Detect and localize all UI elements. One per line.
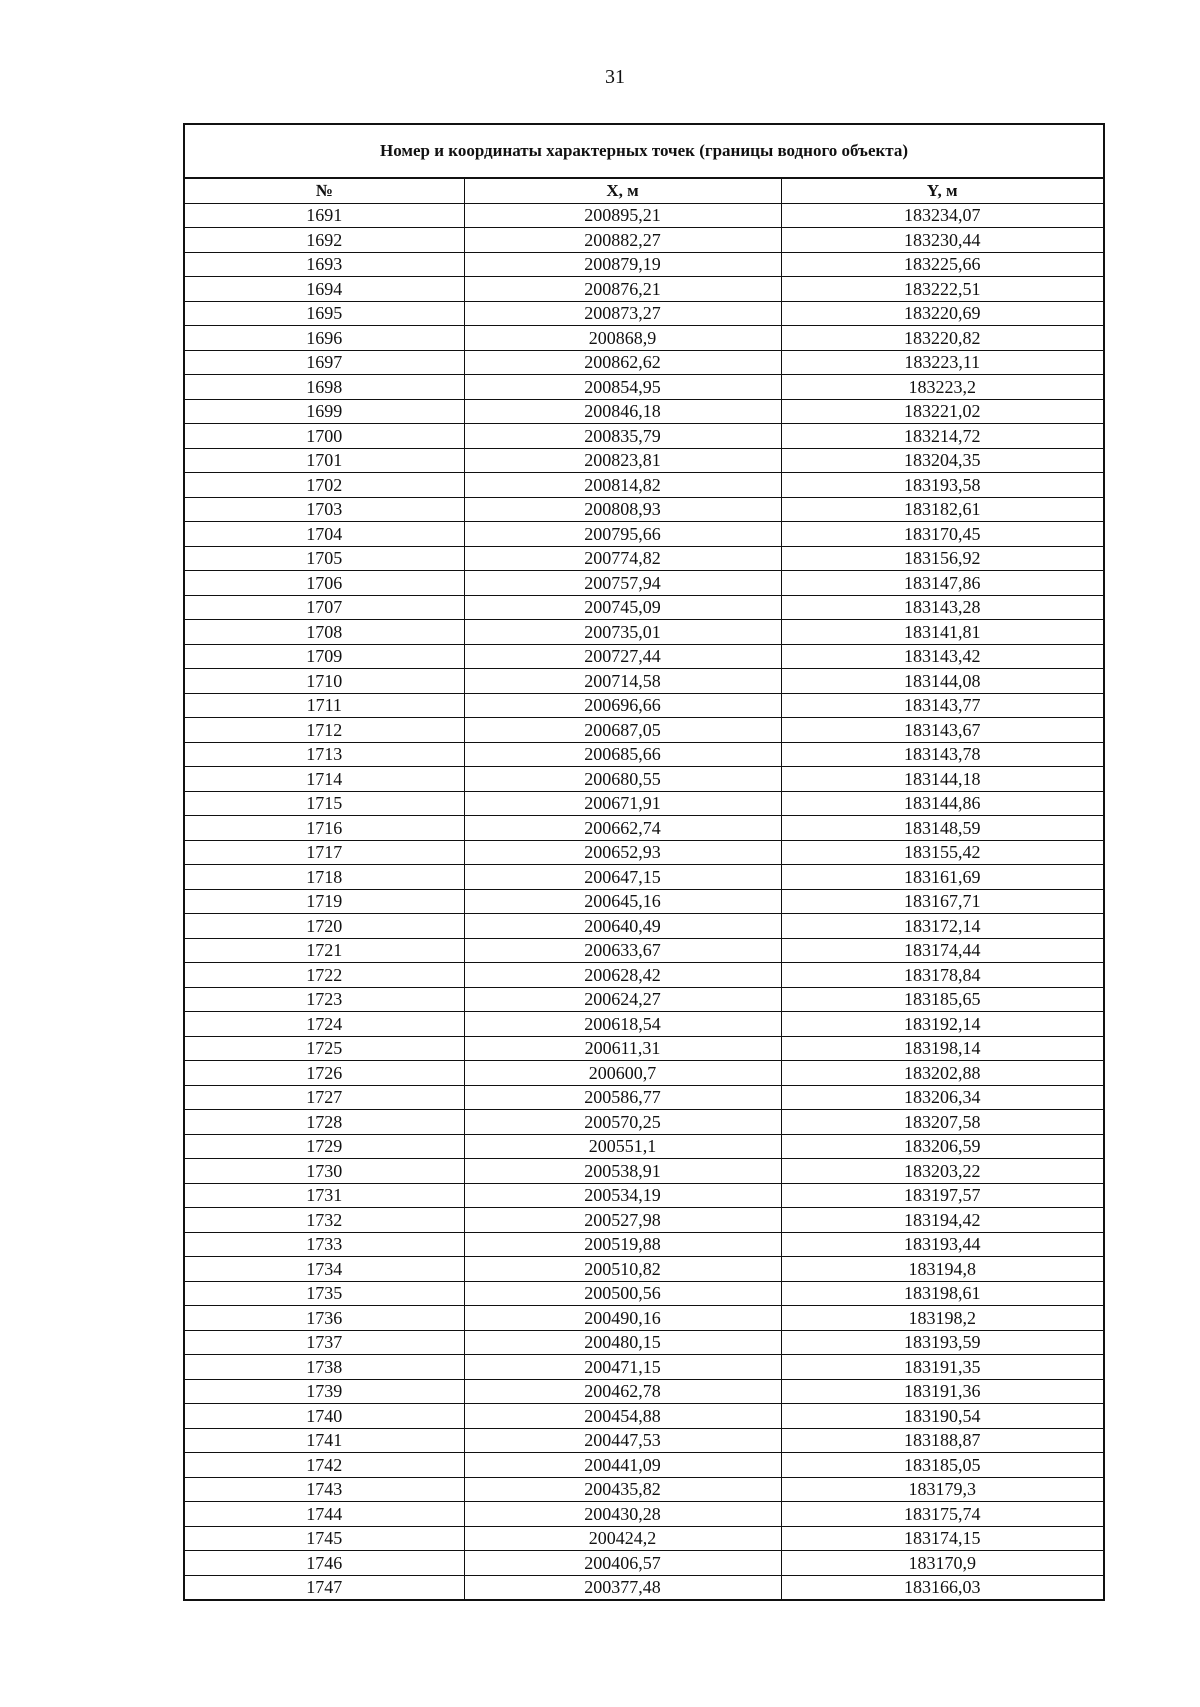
y-coordinate-cell: 183192,14 xyxy=(781,1012,1103,1037)
x-coordinate-cell: 200471,15 xyxy=(464,1355,781,1380)
table-title: Номер и координаты характерных точек (границы водного объекта) xyxy=(185,125,1103,179)
table-row xyxy=(185,473,1103,498)
table-row xyxy=(185,767,1103,792)
coordinates-table xyxy=(185,179,1103,1599)
table-row xyxy=(185,350,1103,375)
table-row xyxy=(185,963,1103,988)
point-number-cell: 1744 xyxy=(185,1502,464,1527)
x-coordinate-cell: 200618,54 xyxy=(464,1012,781,1037)
x-coordinate-cell: 200854,95 xyxy=(464,375,781,400)
point-number-cell: 1740 xyxy=(185,1404,464,1429)
x-coordinate-cell: 200862,62 xyxy=(464,350,781,375)
x-coordinate-cell: 200406,57 xyxy=(464,1551,781,1576)
point-number-cell: 1735 xyxy=(185,1281,464,1306)
x-coordinate-cell: 200774,82 xyxy=(464,546,781,571)
table-row xyxy=(185,1134,1103,1159)
y-coordinate-cell: 183198,61 xyxy=(781,1281,1103,1306)
table-row xyxy=(185,375,1103,400)
table-row xyxy=(185,1330,1103,1355)
table-row xyxy=(185,987,1103,1012)
table-row xyxy=(185,1306,1103,1331)
table-row xyxy=(185,1551,1103,1576)
point-number-cell: 1711 xyxy=(185,693,464,718)
point-number-cell: 1742 xyxy=(185,1453,464,1478)
x-coordinate-cell: 200534,19 xyxy=(464,1183,781,1208)
point-number-cell: 1737 xyxy=(185,1330,464,1355)
table-row xyxy=(185,791,1103,816)
x-coordinate-cell: 200527,98 xyxy=(464,1208,781,1233)
y-coordinate-cell: 183144,18 xyxy=(781,767,1103,792)
x-coordinate-cell: 200680,55 xyxy=(464,767,781,792)
y-coordinate-cell: 183204,35 xyxy=(781,448,1103,473)
x-coordinate-cell: 200611,31 xyxy=(464,1036,781,1061)
point-number-cell: 1697 xyxy=(185,350,464,375)
table-row xyxy=(185,1208,1103,1233)
table-row xyxy=(185,1379,1103,1404)
y-coordinate-cell: 183220,82 xyxy=(781,326,1103,351)
point-number-cell: 1693 xyxy=(185,252,464,277)
y-coordinate-cell: 183148,59 xyxy=(781,816,1103,841)
y-coordinate-cell: 183161,69 xyxy=(781,865,1103,890)
x-coordinate-cell: 200882,27 xyxy=(464,228,781,253)
table-row xyxy=(185,1404,1103,1429)
y-coordinate-cell: 183221,02 xyxy=(781,399,1103,424)
table-row xyxy=(185,840,1103,865)
y-coordinate-cell: 183170,9 xyxy=(781,1551,1103,1576)
x-coordinate-cell: 200876,21 xyxy=(464,277,781,302)
table-row xyxy=(185,865,1103,890)
point-number-cell: 1691 xyxy=(185,203,464,228)
table-row xyxy=(185,816,1103,841)
table-row xyxy=(185,620,1103,645)
point-number-cell: 1712 xyxy=(185,718,464,743)
table-row xyxy=(185,1355,1103,1380)
point-number-cell: 1706 xyxy=(185,571,464,596)
table-row xyxy=(185,1477,1103,1502)
table-row xyxy=(185,522,1103,547)
y-coordinate-cell: 183147,86 xyxy=(781,571,1103,596)
y-coordinate-cell: 183156,92 xyxy=(781,546,1103,571)
table-row xyxy=(185,277,1103,302)
point-number-cell: 1738 xyxy=(185,1355,464,1380)
table-row xyxy=(185,1085,1103,1110)
point-number-cell: 1723 xyxy=(185,987,464,1012)
point-number-cell: 1725 xyxy=(185,1036,464,1061)
y-coordinate-cell: 183143,78 xyxy=(781,742,1103,767)
y-coordinate-cell: 183143,42 xyxy=(781,644,1103,669)
y-coordinate-cell: 183197,57 xyxy=(781,1183,1103,1208)
point-number-cell: 1732 xyxy=(185,1208,464,1233)
table-row xyxy=(185,1110,1103,1135)
y-coordinate-cell: 183203,22 xyxy=(781,1159,1103,1184)
table-row xyxy=(185,1257,1103,1282)
point-number-cell: 1701 xyxy=(185,448,464,473)
point-number-cell: 1702 xyxy=(185,473,464,498)
point-number-cell: 1726 xyxy=(185,1061,464,1086)
x-coordinate-cell: 200462,78 xyxy=(464,1379,781,1404)
table-row xyxy=(185,938,1103,963)
y-coordinate-cell: 183223,2 xyxy=(781,375,1103,400)
y-coordinate-cell: 183185,65 xyxy=(781,987,1103,1012)
table-row xyxy=(185,595,1103,620)
y-coordinate-cell: 183225,66 xyxy=(781,252,1103,277)
y-coordinate-cell: 183144,86 xyxy=(781,791,1103,816)
x-coordinate-cell: 200600,7 xyxy=(464,1061,781,1086)
point-number-cell: 1722 xyxy=(185,963,464,988)
y-coordinate-cell: 183143,77 xyxy=(781,693,1103,718)
y-coordinate-cell: 183144,08 xyxy=(781,669,1103,694)
y-coordinate-cell: 183175,74 xyxy=(781,1502,1103,1527)
table-row xyxy=(185,1159,1103,1184)
y-coordinate-cell: 183167,71 xyxy=(781,889,1103,914)
point-number-cell: 1731 xyxy=(185,1183,464,1208)
table-row xyxy=(185,497,1103,522)
table-row xyxy=(185,448,1103,473)
table-row xyxy=(185,1428,1103,1453)
x-coordinate-cell: 200633,67 xyxy=(464,938,781,963)
y-coordinate-cell: 183194,8 xyxy=(781,1257,1103,1282)
table-row xyxy=(185,228,1103,253)
x-coordinate-cell: 200846,18 xyxy=(464,399,781,424)
y-coordinate-cell: 183220,69 xyxy=(781,301,1103,326)
y-coordinate-cell: 183223,11 xyxy=(781,350,1103,375)
x-coordinate-cell: 200435,82 xyxy=(464,1477,781,1502)
y-coordinate-cell: 183174,15 xyxy=(781,1526,1103,1551)
y-coordinate-cell: 183190,54 xyxy=(781,1404,1103,1429)
y-coordinate-cell: 183141,81 xyxy=(781,620,1103,645)
x-coordinate-cell: 200757,94 xyxy=(464,571,781,596)
point-number-cell: 1707 xyxy=(185,595,464,620)
x-coordinate-cell: 200714,58 xyxy=(464,669,781,694)
point-number-cell: 1741 xyxy=(185,1428,464,1453)
x-coordinate-cell: 200640,49 xyxy=(464,914,781,939)
header-x: X, м xyxy=(464,179,781,203)
x-coordinate-cell: 200868,9 xyxy=(464,326,781,351)
x-coordinate-cell: 200671,91 xyxy=(464,791,781,816)
header-y: Y, м xyxy=(781,179,1103,203)
point-number-cell: 1703 xyxy=(185,497,464,522)
point-number-cell: 1713 xyxy=(185,742,464,767)
point-number-cell: 1696 xyxy=(185,326,464,351)
y-coordinate-cell: 183155,42 xyxy=(781,840,1103,865)
point-number-cell: 1705 xyxy=(185,546,464,571)
point-number-cell: 1734 xyxy=(185,1257,464,1282)
point-number-cell: 1724 xyxy=(185,1012,464,1037)
point-number-cell: 1716 xyxy=(185,816,464,841)
x-coordinate-cell: 200823,81 xyxy=(464,448,781,473)
point-number-cell: 1717 xyxy=(185,840,464,865)
x-coordinate-cell: 200808,93 xyxy=(464,497,781,522)
table-row xyxy=(185,399,1103,424)
point-number-cell: 1710 xyxy=(185,669,464,694)
x-coordinate-cell: 200662,74 xyxy=(464,816,781,841)
point-number-cell: 1718 xyxy=(185,865,464,890)
x-coordinate-cell: 200835,79 xyxy=(464,424,781,449)
x-coordinate-cell: 200490,16 xyxy=(464,1306,781,1331)
table-row xyxy=(185,546,1103,571)
y-coordinate-cell: 183207,58 xyxy=(781,1110,1103,1135)
table-row xyxy=(185,326,1103,351)
point-number-cell: 1728 xyxy=(185,1110,464,1135)
y-coordinate-cell: 183143,67 xyxy=(781,718,1103,743)
x-coordinate-cell: 200645,16 xyxy=(464,889,781,914)
x-coordinate-cell: 200454,88 xyxy=(464,1404,781,1429)
point-number-cell: 1733 xyxy=(185,1232,464,1257)
y-coordinate-cell: 183234,07 xyxy=(781,203,1103,228)
table-row xyxy=(185,1232,1103,1257)
point-number-cell: 1704 xyxy=(185,522,464,547)
table-body xyxy=(185,203,1103,1599)
table-row xyxy=(185,669,1103,694)
point-number-cell: 1714 xyxy=(185,767,464,792)
point-number-cell: 1746 xyxy=(185,1551,464,1576)
table-row xyxy=(185,252,1103,277)
point-number-cell: 1719 xyxy=(185,889,464,914)
point-number-cell: 1700 xyxy=(185,424,464,449)
x-coordinate-cell: 200538,91 xyxy=(464,1159,781,1184)
y-coordinate-cell: 183172,14 xyxy=(781,914,1103,939)
table-row xyxy=(185,1453,1103,1478)
y-coordinate-cell: 183202,88 xyxy=(781,1061,1103,1086)
point-number-cell: 1730 xyxy=(185,1159,464,1184)
header-number: № xyxy=(185,179,464,203)
x-coordinate-cell: 200430,28 xyxy=(464,1502,781,1527)
y-coordinate-cell: 183222,51 xyxy=(781,277,1103,302)
x-coordinate-cell: 200519,88 xyxy=(464,1232,781,1257)
x-coordinate-cell: 200745,09 xyxy=(464,595,781,620)
table-row xyxy=(185,424,1103,449)
x-coordinate-cell: 200570,25 xyxy=(464,1110,781,1135)
x-coordinate-cell: 200696,66 xyxy=(464,693,781,718)
y-coordinate-cell: 183170,45 xyxy=(781,522,1103,547)
table-row xyxy=(185,1012,1103,1037)
x-coordinate-cell: 200879,19 xyxy=(464,252,781,277)
point-number-cell: 1708 xyxy=(185,620,464,645)
x-coordinate-cell: 200647,15 xyxy=(464,865,781,890)
table-row xyxy=(185,1281,1103,1306)
point-number-cell: 1727 xyxy=(185,1085,464,1110)
y-coordinate-cell: 183191,35 xyxy=(781,1355,1103,1380)
table-row xyxy=(185,644,1103,669)
x-coordinate-cell: 200377,48 xyxy=(464,1575,781,1599)
point-number-cell: 1715 xyxy=(185,791,464,816)
x-coordinate-cell: 200735,01 xyxy=(464,620,781,645)
x-coordinate-cell: 200687,05 xyxy=(464,718,781,743)
point-number-cell: 1729 xyxy=(185,1134,464,1159)
x-coordinate-cell: 200480,15 xyxy=(464,1330,781,1355)
table-row xyxy=(185,203,1103,228)
x-coordinate-cell: 200685,66 xyxy=(464,742,781,767)
y-coordinate-cell: 183188,87 xyxy=(781,1428,1103,1453)
x-coordinate-cell: 200424,2 xyxy=(464,1526,781,1551)
y-coordinate-cell: 183166,03 xyxy=(781,1575,1103,1599)
table-row xyxy=(185,1575,1103,1599)
table-row xyxy=(185,1183,1103,1208)
point-number-cell: 1692 xyxy=(185,228,464,253)
y-coordinate-cell: 183206,34 xyxy=(781,1085,1103,1110)
y-coordinate-cell: 183193,59 xyxy=(781,1330,1103,1355)
table-row xyxy=(185,301,1103,326)
y-coordinate-cell: 183182,61 xyxy=(781,497,1103,522)
table-row xyxy=(185,1061,1103,1086)
table-row xyxy=(185,693,1103,718)
y-coordinate-cell: 183178,84 xyxy=(781,963,1103,988)
x-coordinate-cell: 200628,42 xyxy=(464,963,781,988)
point-number-cell: 1745 xyxy=(185,1526,464,1551)
x-coordinate-cell: 200500,56 xyxy=(464,1281,781,1306)
y-coordinate-cell: 183198,14 xyxy=(781,1036,1103,1061)
table-row xyxy=(185,1526,1103,1551)
x-coordinate-cell: 200895,21 xyxy=(464,203,781,228)
point-number-cell: 1698 xyxy=(185,375,464,400)
y-coordinate-cell: 183206,59 xyxy=(781,1134,1103,1159)
x-coordinate-cell: 200551,1 xyxy=(464,1134,781,1159)
x-coordinate-cell: 200652,93 xyxy=(464,840,781,865)
point-number-cell: 1720 xyxy=(185,914,464,939)
coordinates-table-frame xyxy=(183,123,1105,1601)
x-coordinate-cell: 200814,82 xyxy=(464,473,781,498)
point-number-cell: 1694 xyxy=(185,277,464,302)
x-coordinate-cell: 200624,27 xyxy=(464,987,781,1012)
point-number-cell: 1736 xyxy=(185,1306,464,1331)
page-number: 31 xyxy=(605,66,625,88)
point-number-cell: 1739 xyxy=(185,1379,464,1404)
y-coordinate-cell: 183174,44 xyxy=(781,938,1103,963)
y-coordinate-cell: 183214,72 xyxy=(781,424,1103,449)
y-coordinate-cell: 183193,44 xyxy=(781,1232,1103,1257)
y-coordinate-cell: 183179,3 xyxy=(781,1477,1103,1502)
table-row xyxy=(185,718,1103,743)
point-number-cell: 1699 xyxy=(185,399,464,424)
x-coordinate-cell: 200727,44 xyxy=(464,644,781,669)
table-row xyxy=(185,1502,1103,1527)
point-number-cell: 1695 xyxy=(185,301,464,326)
table-row xyxy=(185,889,1103,914)
point-number-cell: 1747 xyxy=(185,1575,464,1599)
y-coordinate-cell: 183198,2 xyxy=(781,1306,1103,1331)
table-row xyxy=(185,571,1103,596)
y-coordinate-cell: 183191,36 xyxy=(781,1379,1103,1404)
y-coordinate-cell: 183194,42 xyxy=(781,1208,1103,1233)
y-coordinate-cell: 183143,28 xyxy=(781,595,1103,620)
x-coordinate-cell: 200586,77 xyxy=(464,1085,781,1110)
table-row xyxy=(185,742,1103,767)
x-coordinate-cell: 200447,53 xyxy=(464,1428,781,1453)
x-coordinate-cell: 200510,82 xyxy=(464,1257,781,1282)
y-coordinate-cell: 183193,58 xyxy=(781,473,1103,498)
x-coordinate-cell: 200795,66 xyxy=(464,522,781,547)
y-coordinate-cell: 183230,44 xyxy=(781,228,1103,253)
y-coordinate-cell: 183185,05 xyxy=(781,1453,1103,1478)
point-number-cell: 1721 xyxy=(185,938,464,963)
table-row xyxy=(185,914,1103,939)
x-coordinate-cell: 200441,09 xyxy=(464,1453,781,1478)
point-number-cell: 1743 xyxy=(185,1477,464,1502)
x-coordinate-cell: 200873,27 xyxy=(464,301,781,326)
table-row xyxy=(185,1036,1103,1061)
table-header-row xyxy=(185,179,1103,203)
point-number-cell: 1709 xyxy=(185,644,464,669)
